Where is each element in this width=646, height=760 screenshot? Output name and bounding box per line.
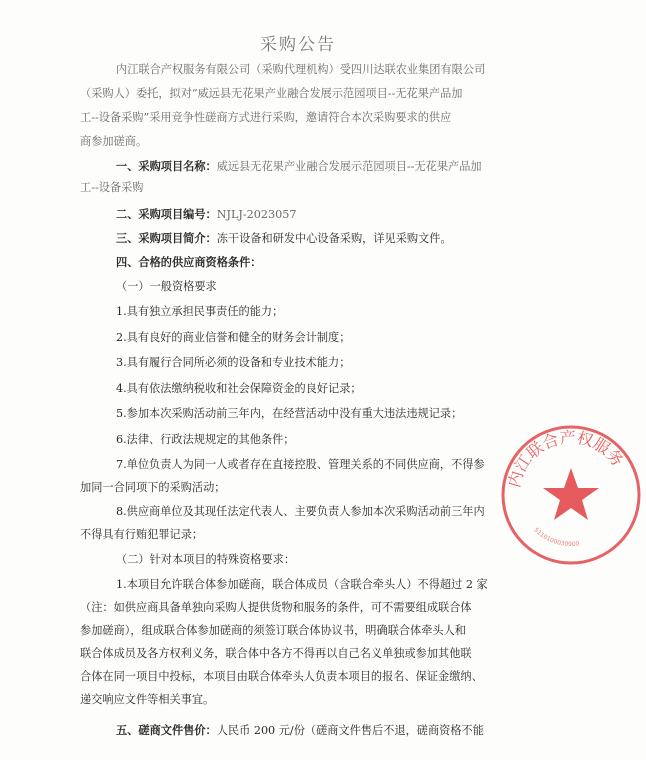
- section-2-value: NJLJ-2023057: [216, 208, 297, 221]
- seal-text: 内江联合产权服务: [504, 427, 628, 490]
- special-req-heading: （二）针对本项目的特殊资格要求：: [116, 553, 296, 566]
- section-4-label: 四、合格的供应商资格条件：: [116, 255, 262, 269]
- special-req-1f: 递交响应文件等相关事宜。: [80, 693, 215, 706]
- general-req-3: 3.具有履行合同所必须的设备和专业技术能力；: [116, 356, 351, 369]
- general-req-7a: 7.单位负责人为同一人或者存在直接控股、管理关系的不同供应商，不得参: [116, 458, 485, 471]
- company-seal: [496, 420, 646, 570]
- section-5: [116, 723, 484, 738]
- intro-line-2: （采购人）委托，拟对“威远县无花果产业融合发展示范园项目--无花果产品加: [80, 87, 463, 100]
- document-title: 采购公告: [260, 35, 336, 55]
- general-req-8b: 不得具有行贿犯罪记录；: [80, 528, 204, 541]
- general-req-4: 4.具有依法缴纳税收和社会保障资金的良好记录；: [116, 382, 362, 395]
- section-2: [116, 207, 297, 222]
- intro-line-3: 工--设备采购”采用竞争性磋商方式进行采购，邀请符合本次采购要求的供应: [80, 111, 452, 124]
- svg-text:5110100030900: [532, 527, 580, 548]
- section-1-label: 一、采购项目名称：: [116, 159, 217, 173]
- general-req-5: 5.参加本次采购活动前三年内，在经营活动中没有重大违法违规记录；: [116, 407, 463, 420]
- section-5-value: 人民币 200 元/份（磋商文件售后不退，磋商资格不能: [216, 724, 484, 737]
- general-req-heading: （一）一般资格要求: [116, 280, 217, 293]
- section-3-value: 冻干设备和研发中心设备采购，详见采购文件。: [216, 232, 452, 245]
- general-req-8a: 8.供应商单位及其现任法定代表人、主要负责人参加本次采购活动前三年内: [116, 505, 485, 518]
- section-2-label: 二、采购项目编号：: [116, 207, 217, 221]
- section-1-value: 威远县无花果产业融合发展示范园项目--无花果产品加: [216, 160, 482, 173]
- special-req-1a: 1.本项目允许联合体参加磋商，联合体成员（含联合牵头人）不得超过 2 家: [116, 578, 488, 591]
- special-req-1b: （注：如供应商具备单独向采购人提供货物和服务的条件，可不需要组成联合体: [80, 601, 472, 614]
- general-req-2: 2.具有良好的商业信誉和健全的财务会计制度；: [116, 331, 351, 344]
- intro-line-4: 商参加磋商。: [80, 135, 148, 148]
- special-req-1e: 合体在同一项目中投标，本项目由联合体牵头人负责本项目的报名、保证金缴纳、: [80, 670, 483, 683]
- intro-line-1: 内江联合产权服务有限公司（采购代理机构）受四川达联农业集团有限公司: [116, 63, 486, 76]
- section-3: [116, 231, 452, 246]
- seal-number: 5110100030900: [532, 526, 580, 548]
- general-req-7b: 加同一合同项下的采购活动；: [80, 481, 226, 494]
- special-req-1d: 联合体成员及各方权利义务，联合体中各方不得再以自己名义单独或参加其他联: [80, 647, 472, 660]
- general-req-6: 6.法律、行政法规规定的其他条件；: [116, 433, 295, 446]
- section-1-cont: 工--设备采购: [80, 181, 144, 194]
- section-3-label: 三、采购项目简介：: [116, 231, 217, 245]
- general-req-1: 1.具有独立承担民事责任的能力；: [116, 305, 284, 318]
- section-1: [116, 159, 482, 174]
- section-5-label: 五、磋商文件售价：: [116, 723, 217, 737]
- special-req-1c: 参加磋商），组成联合体参加磋商的须签订联合体协议书，明确联合体牵头人和: [80, 624, 466, 637]
